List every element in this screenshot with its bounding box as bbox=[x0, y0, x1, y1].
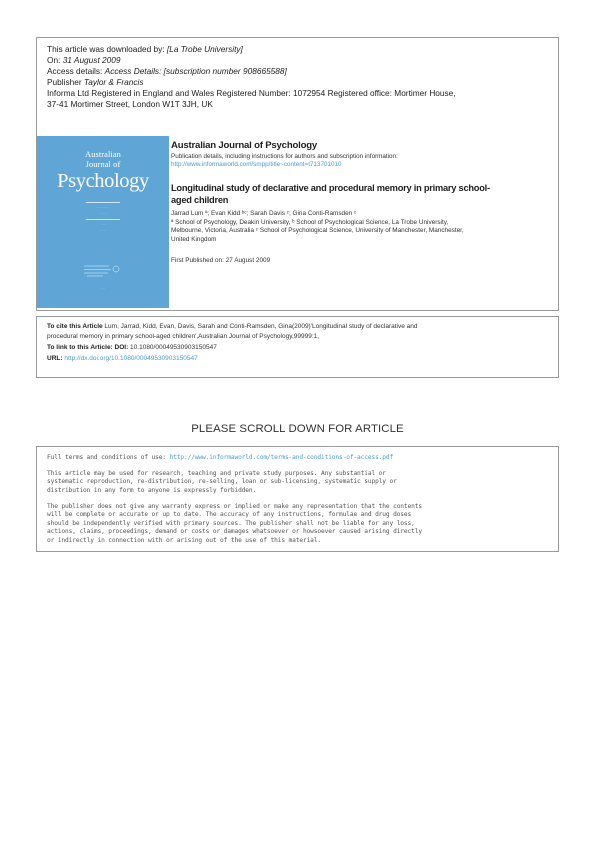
terms-box bbox=[36, 446, 559, 552]
article-title-line-1: Longitudinal study of declarative and procedural memory in primary school- bbox=[171, 183, 490, 193]
doi-url-link[interactable]: http://dx.doi.org/10.1080/00049530903150547 bbox=[62, 355, 198, 362]
url-line bbox=[47, 354, 198, 363]
affiliation-line-1: ª School of Psychology, Deakin University, ᵇ School of Psychological Science, La Trobe University, bbox=[171, 218, 449, 226]
terms-p2-line-1: The publisher does not give any warranty express or implied or make any representation that the contents bbox=[47, 503, 422, 510]
article-title-line-2: aged children bbox=[171, 195, 229, 205]
journal-cover-artwork bbox=[43, 144, 163, 300]
authors-line: Jarrad Lum ª; Evan Kidd ᵇᶜ; Sarah Davis ᶜ; Gina Conti-Ramsden ᶜ bbox=[171, 210, 357, 217]
cite-text-1: Lum, Jarrad, Kidd, Evan, Davis, Sarah and Conti-Ramsden, Gina(2009)'Longitudinal study of declarative and bbox=[102, 323, 418, 330]
cover-title-line-3: Psychology bbox=[57, 170, 149, 192]
cover-society-logo-icon bbox=[81, 262, 125, 278]
terms-p1-line-3: distribution in any form to anyone is expressly forbidden. bbox=[47, 486, 257, 494]
terms-p2-line-3: should be independently verified with primary sources. The publisher shall not be liable for any loss, bbox=[47, 519, 415, 527]
cover-divider-2 bbox=[86, 219, 120, 220]
cite-label: To cite this Article bbox=[47, 323, 103, 330]
terms-url-link[interactable]: http://www.informaworld.com/terms-and-conditions-of-access.pdf bbox=[169, 454, 394, 461]
cover-fineprint-2: · · · · · bbox=[99, 212, 107, 216]
publication-details: Publication details, including instructions for authors and subscription information: bbox=[171, 153, 398, 160]
article-title bbox=[171, 182, 490, 206]
publisher-value: Taylor & Francis bbox=[83, 77, 144, 87]
first-published-date: First Published on: 27 August 2009 bbox=[171, 257, 271, 264]
cover-title-line-2: Journal of bbox=[85, 160, 121, 169]
access-details-line: Access details: Access Details: [subscription number 908665588] bbox=[47, 66, 287, 76]
terms-p1-line-1: This article may be used for research, teaching and private study purposes. Any substantial or bbox=[47, 470, 386, 477]
terms-p2-line-2: will be complete or accurate or up to date. The accuracy of any instructions, formulae and drug doses bbox=[47, 511, 412, 519]
scroll-notice: PLEASE SCROLL DOWN FOR ARTICLE bbox=[191, 423, 404, 435]
cover-fineprint-3: · · · bbox=[100, 223, 106, 227]
cite-line-1 bbox=[47, 322, 418, 331]
downloaded-by-value: [La Trobe University] bbox=[166, 44, 243, 54]
access-details-value: Access Details: [subscription number 908665588] bbox=[104, 66, 287, 76]
terms-p2-line-5: or indirectly in connection with or arising out of the use of this material. bbox=[47, 536, 321, 544]
journal-url-link[interactable]: http://www.informaworld.com/smpp/title~content=t713701010 bbox=[171, 161, 342, 168]
cite-text-2: procedural memory in primary school-aged children',Australian Journal of Psychology,99999:1, bbox=[47, 332, 320, 340]
registration-line-1: Informa Ltd Registered in England and Wales Registered Number: 1072954 Registered office: Mortimer House, bbox=[47, 88, 456, 98]
link-label: To link to this Article: DOI: bbox=[47, 344, 129, 351]
cover-fineprint-4: · · · · · bbox=[99, 229, 107, 233]
cover-publisher-mark: · · · bbox=[100, 287, 106, 291]
doi-line bbox=[47, 343, 217, 352]
terms-p2-line-4: actions, claims, proceedings, demand or costs or damages whatsoever or howsoever caused arising directly bbox=[47, 528, 422, 536]
downloaded-by-line: This article was downloaded by: [La Trobe University] bbox=[47, 44, 243, 54]
journal-name: Australian Journal of Psychology bbox=[171, 140, 318, 151]
cover-divider bbox=[86, 202, 120, 203]
download-info-box bbox=[36, 37, 559, 311]
download-date-line: On: 31 August 2009 bbox=[47, 55, 121, 65]
affiliation-line-3: United Kingdom bbox=[171, 236, 217, 244]
download-date-value: 31 August 2009 bbox=[62, 55, 121, 65]
terms-p1-line-2: systematic reproduction, re-distribution, re-selling, loan or sub-licensing, systematic supply or bbox=[47, 478, 397, 486]
url-label: URL: bbox=[47, 355, 63, 362]
citation-box bbox=[36, 316, 559, 378]
journal-cover-image bbox=[37, 136, 169, 308]
publisher-line: Publisher Taylor & Francis bbox=[47, 77, 144, 87]
affiliation-line-2: Melbourne, Victoria, Australia ᶜ School of Psychological Science, University of Manchester, Manchester, bbox=[171, 227, 464, 235]
doi-value: 10.1080/00049530903150547 bbox=[128, 344, 217, 351]
full-terms-line: Full terms and conditions of use: http://www.informaworld.com/terms-and-conditions-of-access.pdf bbox=[47, 454, 394, 461]
registration-line-2: 37-41 Mortimer Street, London W1T 3JH, UK bbox=[47, 99, 213, 109]
cover-fineprint-1: · · · · · · · bbox=[97, 206, 109, 210]
cover-title-line-1: Australian bbox=[85, 150, 121, 159]
authors-affiliations bbox=[171, 210, 464, 245]
